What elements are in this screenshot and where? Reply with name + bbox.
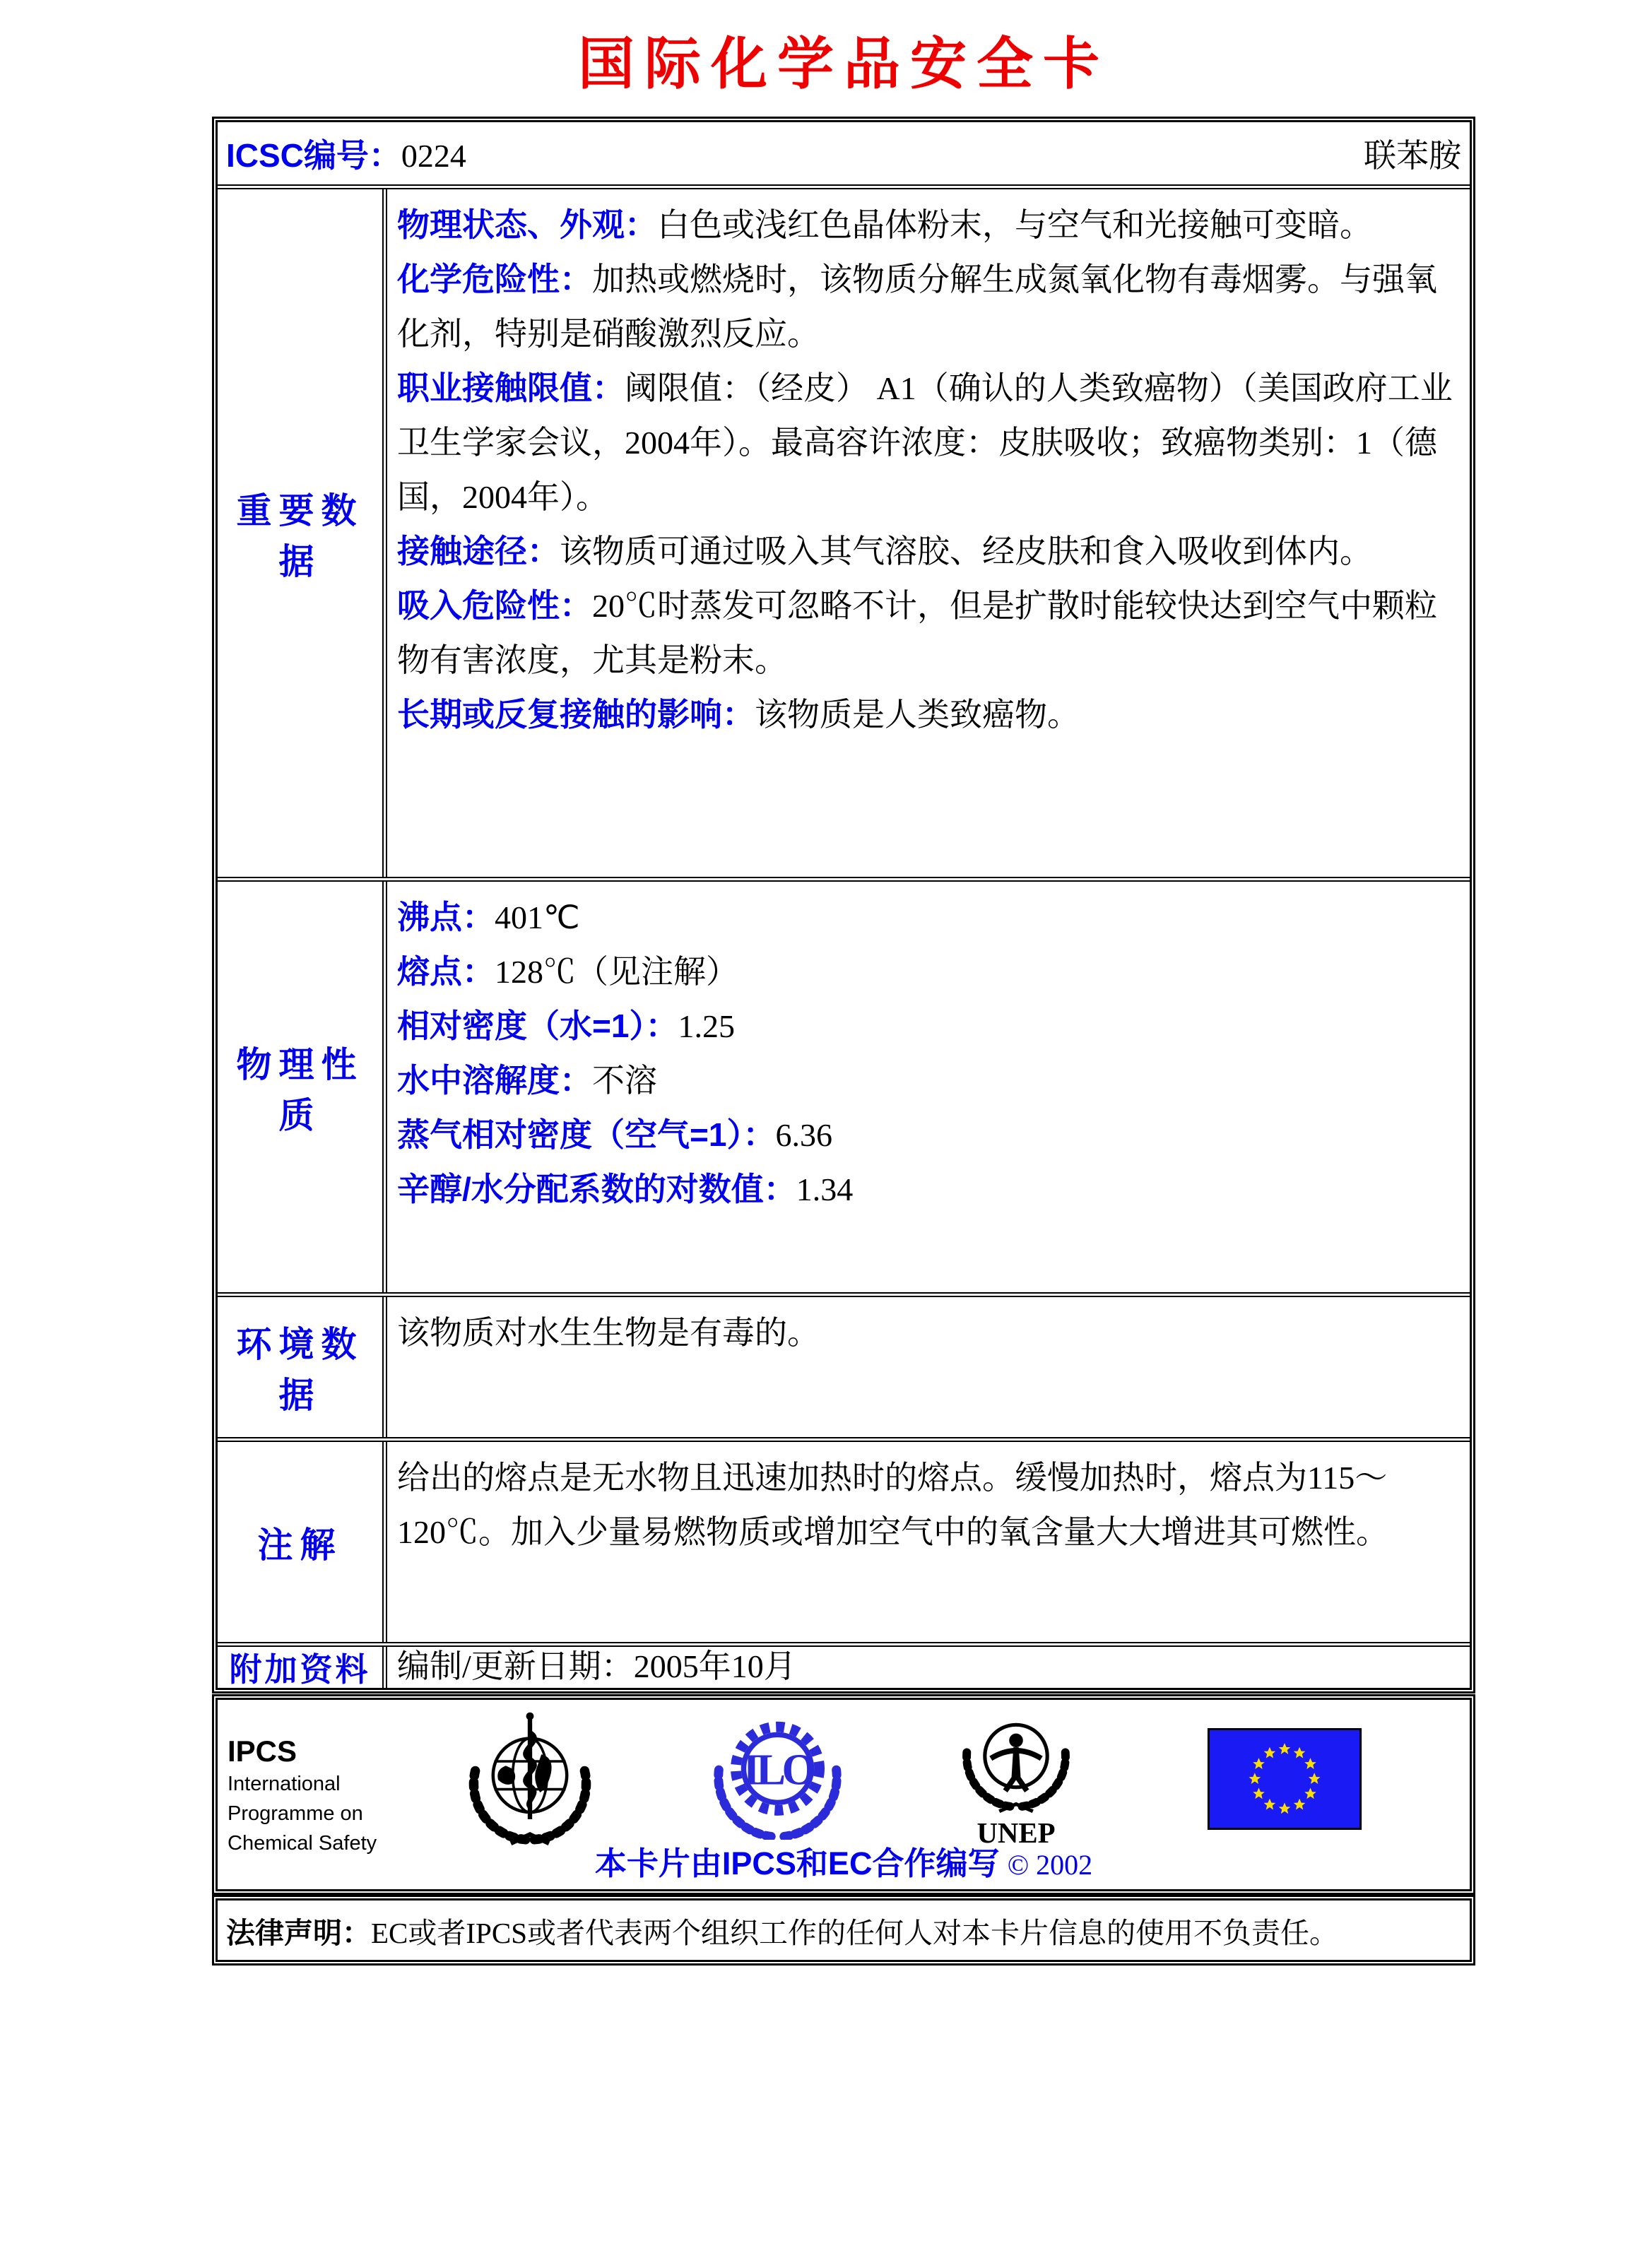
section-content-additional-info xyxy=(387,1647,1470,1688)
field-inhalation-risk xyxy=(397,579,1458,687)
field-value: 1.34 xyxy=(796,1171,854,1207)
ipcs-line2: Programme on xyxy=(228,1802,363,1825)
field-relative-density xyxy=(397,999,1458,1053)
credit-text: 本卡片由IPCS和EC合作编写 xyxy=(594,1845,1000,1881)
field-label: 熔点： xyxy=(397,953,495,990)
unep-label: UNEP xyxy=(977,1816,1056,1849)
icsc-number-label: ICSC编号： xyxy=(226,137,401,174)
icsc-number xyxy=(226,130,466,177)
field-vapor-density xyxy=(397,1108,1458,1162)
section-content-important-data xyxy=(387,189,1470,877)
ilo-logo-icon xyxy=(712,1711,843,1840)
credit-copyright: © 2002 xyxy=(1007,1849,1093,1881)
field-chemical-danger xyxy=(397,252,1458,361)
field-value: 白色或浅红色晶体粉末，与空气和光接触可变暗。 xyxy=(657,207,1372,243)
field-label: 吸入危险性： xyxy=(397,587,592,624)
section-row-physical-properties xyxy=(218,882,1470,1297)
field-value: 该物质可通过吸入其气溶胶、经皮肤和食入吸收到体内。 xyxy=(560,533,1372,569)
field-label: 辛醇/水分配系数的对数值： xyxy=(397,1171,796,1207)
field-octanol-water xyxy=(397,1162,1458,1217)
unep-logo-icon xyxy=(956,1706,1076,1850)
field-label: 长期或反复接触的影响： xyxy=(397,696,755,733)
ipcs-title: IPCS xyxy=(228,1734,297,1768)
field-value: 给出的熔点是无水物且迅速加热时的熔点。缓慢加热时，熔点为115～120℃。加入少量易燃物质或增加空气中的氧含量大大增进其可燃性。 xyxy=(397,1460,1388,1550)
eu-flag-icon xyxy=(1207,1728,1362,1830)
page-title: 国际化学品安全卡 xyxy=(578,32,1109,95)
field-value: 阈限值：（经皮） A1（确认的人类致癌物）（美国政府工业卫生学家会议，2004年）。最高容许浓度：皮肤吸收；致癌物类别：1（德国，2004年）。 xyxy=(397,370,1453,515)
field-label: 沸点： xyxy=(397,899,495,935)
field-label: 物理状态、外观： xyxy=(397,206,657,243)
field-label: 蒸气相对密度（空气=1）： xyxy=(397,1116,776,1153)
ipcs-line3: Chemical Safety xyxy=(228,1832,377,1855)
field-value: 20℃时蒸发可忽略不计，但是扩散时能较快达到空气中颗粒物有害浓度，尤其是粉末。 xyxy=(397,588,1437,678)
field-label: 相对密度（水=1）： xyxy=(397,1007,678,1044)
section-row-notes xyxy=(218,1442,1470,1647)
field-value: 不溶 xyxy=(592,1063,657,1099)
ipcs-line1: International xyxy=(228,1773,341,1795)
icsc-number-value: 0224 xyxy=(401,138,466,174)
header-row xyxy=(218,122,1470,189)
section-row-environmental-data xyxy=(218,1297,1470,1442)
field-exposure-routes xyxy=(397,524,1458,579)
section-label-notes: 注解 xyxy=(218,1442,387,1642)
main-table xyxy=(212,117,1475,1694)
field-value: 该物质对水生生物是有毒的。 xyxy=(397,1315,820,1351)
field-value: 6.36 xyxy=(775,1117,832,1153)
field-value: 加热或燃烧时，该物质分解生成氮氧化物有毒烟雾。与强氧化剂，特别是硝酸激烈反应。 xyxy=(397,261,1437,352)
field-label: 接触途径： xyxy=(397,533,560,569)
legal-box xyxy=(212,1895,1475,1966)
section-content-environmental-data xyxy=(387,1297,1470,1437)
legal-text: EC或者IPCS或者代表两个组织工作的任何人对本卡片信息的使用不负责任。 xyxy=(371,1916,1338,1949)
field-melting-point xyxy=(397,945,1458,999)
field-value: 401℃ xyxy=(495,899,580,935)
field-boiling-point xyxy=(397,890,1458,945)
field-value: 128℃（见注解） xyxy=(495,954,738,990)
field-label: 化学危险性： xyxy=(397,261,592,297)
section-label-physical-properties: 物理性质 xyxy=(218,882,387,1292)
who-logo-icon xyxy=(466,1708,594,1846)
field-physical-state xyxy=(397,198,1458,252)
field-occupational-limits xyxy=(397,361,1458,524)
field-update-date: 编制/更新日期：2005年10月 xyxy=(397,1648,796,1684)
section-content-notes xyxy=(387,1442,1470,1642)
svg-text:ILO: ILO xyxy=(743,1744,813,1795)
footer-box xyxy=(212,1694,1475,1895)
section-label-important-data: 重要数据 xyxy=(218,189,387,877)
field-label: 水中溶解度： xyxy=(397,1062,592,1099)
field-label: 职业接触限值： xyxy=(397,370,625,406)
legal-label: 法律声明： xyxy=(226,1916,371,1949)
field-water-solubility xyxy=(397,1053,1458,1108)
chemical-name: 联苯胺 xyxy=(1364,138,1461,174)
section-row-additional-info xyxy=(218,1647,1470,1688)
section-content-physical-properties xyxy=(387,882,1470,1292)
field-longterm-effects xyxy=(397,687,1458,742)
section-label-environmental-data: 环境数据 xyxy=(218,1297,387,1437)
credit-line xyxy=(218,1838,1470,1884)
field-value: 1.25 xyxy=(678,1008,735,1044)
section-row-important-data xyxy=(218,189,1470,882)
section-label-additional-info: 附加资料 xyxy=(218,1647,387,1688)
field-value: 该物质是人类致癌物。 xyxy=(755,697,1080,733)
